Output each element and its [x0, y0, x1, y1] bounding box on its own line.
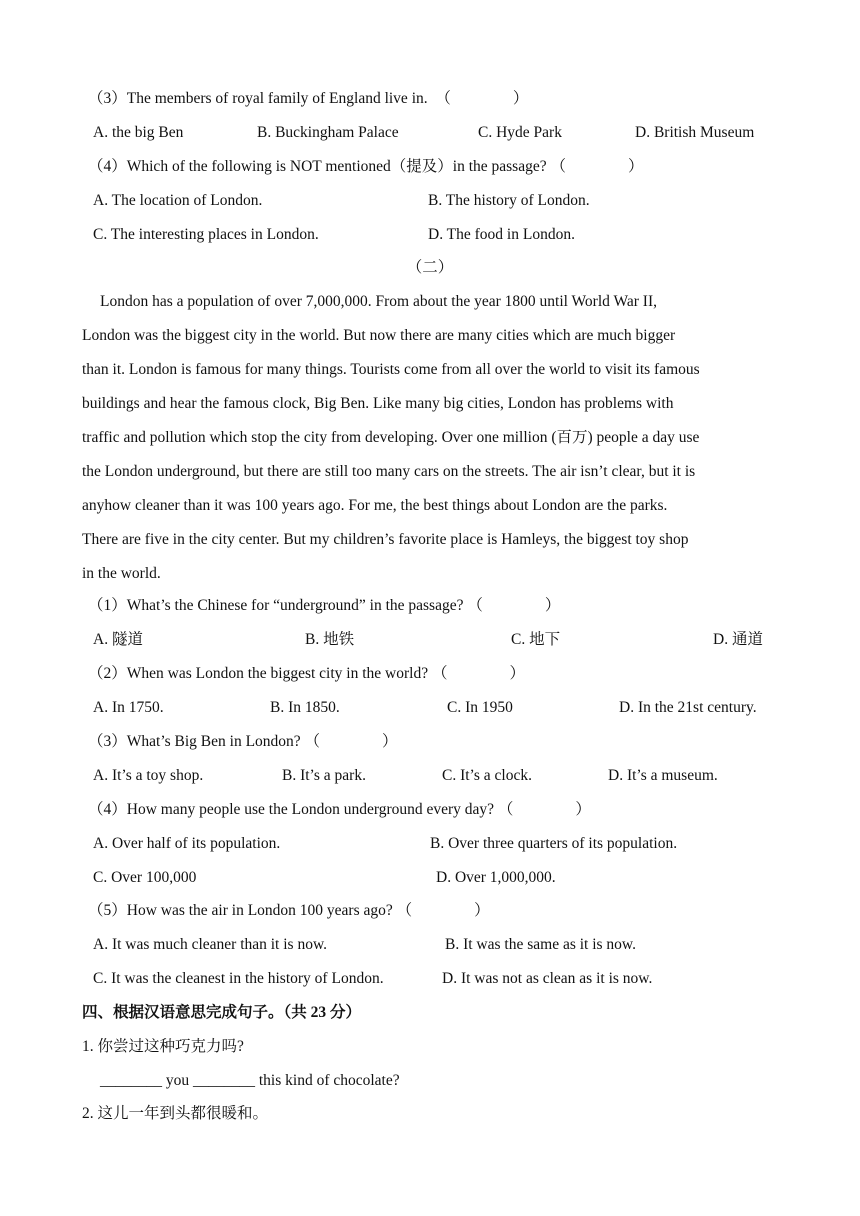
- passage-line: London was the biggest city in the world. But now there are many cities which are much bigger: [82, 327, 676, 344]
- passage-line: in the world.: [82, 565, 161, 582]
- passage-line: traffic and pollution which stop the city from developing. Over one million (百万) people a day use: [82, 429, 700, 446]
- option-c: C. The interesting places in London.: [93, 226, 319, 243]
- option-b: B. Over three quarters of its population.: [430, 835, 678, 852]
- option-a: A. the big Ben: [93, 124, 184, 141]
- options-row: [0, 698, 860, 718]
- option-d: D. It was not as clean as it is now.: [442, 970, 653, 987]
- option-c: C. Hyde Park: [478, 124, 562, 141]
- passage-line: the London underground, but there are still too many cars on the streets. The air isn’t clear, but it is: [82, 463, 696, 480]
- option-c: C. It’s a clock.: [442, 767, 532, 784]
- options-row: [0, 868, 860, 888]
- option-c: C. Over 100,000: [93, 869, 197, 886]
- question-stem: （1）What’s the Chinese for “underground” in the passage? （ ）: [88, 597, 561, 614]
- option-c: C. In 1950: [447, 699, 513, 716]
- option-b: B. Buckingham Palace: [257, 124, 399, 141]
- passage-line: than it. London is famous for many things. Tourists come from all over the world to visit its famous: [82, 361, 700, 378]
- option-a: A. It was much cleaner than it is now.: [93, 936, 328, 953]
- question-stem: （4）How many people use the London underground every day? （ ）: [88, 801, 591, 818]
- answer-line: ________ you ________ this kind of chocolate?: [100, 1072, 400, 1089]
- option-b: B. In 1850.: [270, 699, 340, 716]
- passage-line: anyhow cleaner than it was 100 years ago. For me, the best things about London are the parks.: [82, 497, 668, 514]
- option-d: D. British Museum: [635, 124, 755, 141]
- option-b: B. It’s a park.: [282, 767, 366, 784]
- question-stem: （4）Which of the following is NOT mentioned（提及）in the passage? （ ）: [88, 158, 644, 175]
- option-a: A. Over half of its population.: [93, 835, 281, 852]
- passage-line: There are five in the city center. But my children’s favorite place is Hamleys, the biggest toy shop: [82, 531, 689, 548]
- option-d: D. It’s a museum.: [608, 767, 718, 784]
- passage-line: buildings and hear the famous clock, Big Ben. Like many big cities, London has problems with: [82, 395, 674, 412]
- options-row: [0, 191, 860, 211]
- option-d: D. Over 1,000,000.: [436, 869, 556, 886]
- question-stem: （2）When was London the biggest city in the world? （ ）: [88, 665, 525, 682]
- options-row: [0, 935, 860, 955]
- option-a: A. In 1750.: [93, 699, 164, 716]
- option-a: A. It’s a toy shop.: [93, 767, 204, 784]
- options-row: [0, 123, 860, 143]
- option-b: B. It was the same as it is now.: [445, 936, 636, 953]
- option-a: A. The location of London.: [93, 192, 263, 209]
- option-d: D. In the 21st century.: [619, 699, 757, 716]
- question-stem: （3）The members of royal family of England live in. （ ）: [88, 90, 529, 107]
- translation-prompt: 1. 你尝过这种巧克力吗?: [82, 1038, 244, 1055]
- section-heading: 四、根据汉语意思完成句子。（共 23 分）: [82, 1004, 362, 1021]
- question-stem: （3）What’s Big Ben in London? （ ）: [88, 733, 398, 750]
- option-d: D. The food in London.: [428, 226, 575, 243]
- options-row: [0, 969, 860, 989]
- option-c: C. It was the cleanest in the history of London.: [93, 970, 384, 987]
- passage-line: London has a population of over 7,000,000. From about the year 1800 until World War II,: [100, 293, 657, 310]
- option-c: C. 地下: [511, 631, 561, 648]
- option-a: A. 隧道: [93, 631, 143, 648]
- options-row: [0, 630, 860, 650]
- option-b: B. 地铁: [305, 631, 355, 648]
- options-row: [0, 766, 860, 786]
- question-stem: （5）How was the air in London 100 years ago? （ ）: [88, 902, 490, 919]
- translation-prompt: 2. 这儿一年到头都很暖和。: [82, 1105, 269, 1122]
- option-d: D. 通道: [713, 631, 763, 648]
- options-row: [0, 225, 860, 245]
- section-heading: （二）: [406, 259, 454, 276]
- options-row: [0, 834, 860, 854]
- option-b: B. The history of London.: [428, 192, 590, 209]
